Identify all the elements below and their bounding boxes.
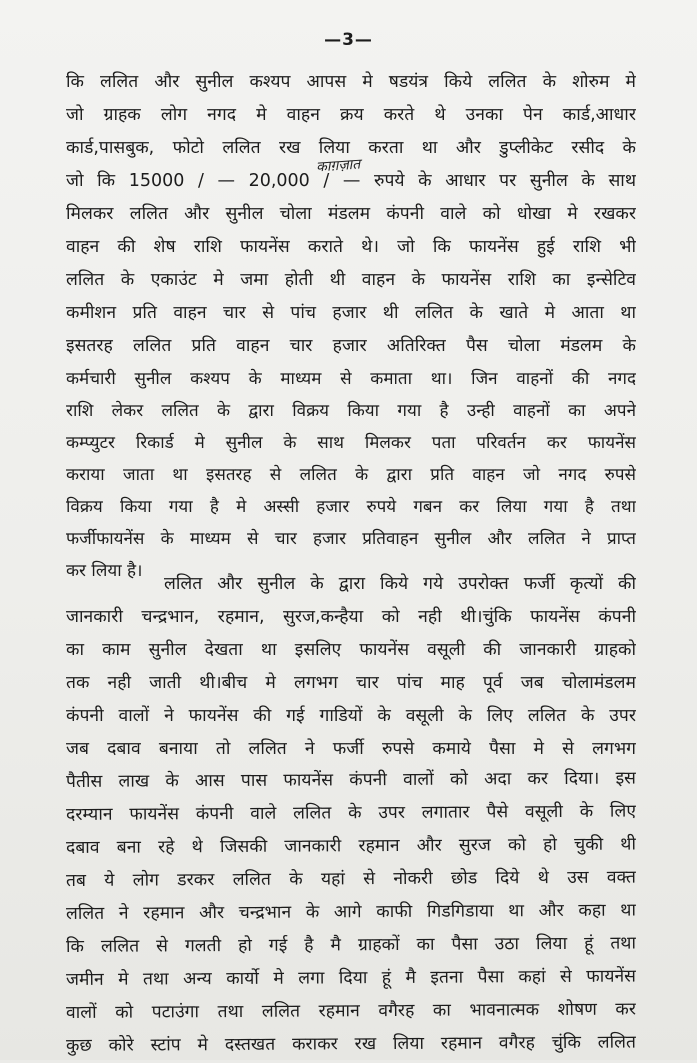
text-line: ललित और सुनील के द्वारा किये गये उपरोक्त फर्जी कृत्यों की <box>164 574 636 594</box>
text-line: जमीन मे तथा अन्य कार्यो मे लगा दिया हूं मै इतना पैसा कहां से फायनेंस <box>65 966 637 990</box>
text-line: कि ललित से गलती हो गई है मै ग्राहकों का पैसा उठा लिया हूं तथा <box>65 933 637 957</box>
text-line: जब दबाव बनाया तो ललित ने फर्जी रुपसे कमाये पैसा मे से लगभग <box>66 739 636 759</box>
text-line: कार्ड,पासबुक, फोटो ललित रख लिया करता था और डुप्लीकेट रसीद के <box>66 138 636 158</box>
text-line: जो कि 15000 / — 20,000 / — रुपये के आधार पर सुनील के साथ <box>66 171 636 191</box>
page-number: —3— <box>324 30 373 50</box>
text-line: जानकारी चन्द्रभान, रहमान, सुरज,कन्हैया को नही थी।चुंकि फायनेंस कंपनी <box>66 607 636 627</box>
text-line: फर्जीफायनेंस के माध्यम से चार हजार प्रतिवाहन सुनील और ललित ने प्राप्त <box>66 529 636 549</box>
text-line: तब ये लोग डरकर ललित के यहां से नोकरी छोड दिये थे उस वक्त <box>65 867 637 891</box>
paragraph-2 <box>66 568 636 1063</box>
text-line: वाहन की शेष राशि फायनेंस कराते थे। जो कि फायनेंस हुई राशि भी <box>66 237 636 257</box>
text-line: कम्प्युटर रिकार्ड मे सुनील के साथ मिलकर पता परिवर्तन कर फायनेंस <box>66 433 636 453</box>
text-line: कराया जाता था इसतरह से ललित के द्वारा प्रति वाहन जो नगद रुपसे <box>66 465 636 485</box>
text-line: दबाव बना रहे थे जिसकी जानकारी रहमान और सुरज को हो चुकी थी <box>65 834 637 858</box>
text-line: कि ललित और सुनील कश्यप आपस मे षडयंत्र किये ललित के शोरुम मे <box>66 72 636 92</box>
paragraph-1 <box>66 66 636 587</box>
text-line: कमीशन प्रति वाहन चार से पांच हजार थी ललित के खाते मे आता था <box>66 303 636 323</box>
text-line: तक नही जाती थी।बीच मे लगभग चार पांच माह पूर्व जब चोलामंडलम <box>66 673 636 693</box>
text-line: कंपनी वालों ने फायनेंस की गई गाडियों के वसूली के लिए ललित के उपर <box>66 706 636 726</box>
text-line: जो ग्राहक लोग नगद मे वाहन क्रय करते थे उनका पेन कार्ड,आधार <box>66 105 636 125</box>
text-line: ललित के एकाउंट मे जमा होती थी वाहन के फायनेंस राशि का इन्सेटिव <box>66 270 636 290</box>
text-line: ललित ने रहमान और चन्द्रभान के आगे काफी गिडगिडाया था और कहा था <box>65 900 637 924</box>
text-line: का काम सुनील देखता था इसलिए फायनेंस वसूली की जानकारी ग्राहको <box>66 640 636 660</box>
handwritten-insert: काग़ज़ात <box>315 156 361 176</box>
text-line: कुछ कोरे स्टांप मे दस्तखत कराकर रख लिया रहमान वगैरह चुंकि ललित <box>65 1032 637 1056</box>
text-line: दरम्यान फायनेंस कंपनी वाले ललित के उपर लगातार पैसे वसूली के लिए <box>65 801 637 825</box>
text-line: कर लिया है। <box>66 561 143 581</box>
text-line: कर्मचारी सुनील कश्यप के माध्यम से कमाता था। जिन वाहनों की नगद <box>66 369 636 389</box>
text-line: पैतीस लाख के आस पास फायनेंस कंपनी वालों को अदा कर दिया। इस <box>65 768 637 792</box>
text-line: राशि लेकर ललित के द्वारा विक्रय किया गया है उन्ही वाहनों का अपने <box>66 401 636 421</box>
text-line: वालों को पटाउंगा तथा ललित रहमान वगैरह का भावनात्मक शोषण कर <box>65 999 637 1023</box>
text-line: विक्रय किया गया है मे अस्सी हजार रुपये गबन कर लिया गया है तथा <box>66 497 636 517</box>
text-line: मिलकर ललित और सुनील चोला मंडलम कंपनी वाले को धोखा मे रखकर <box>66 204 636 224</box>
text-line: इसतरह ललित प्रति वाहन चार हजार अतिरिक्त पैस चोला मंडलम के <box>66 336 636 356</box>
